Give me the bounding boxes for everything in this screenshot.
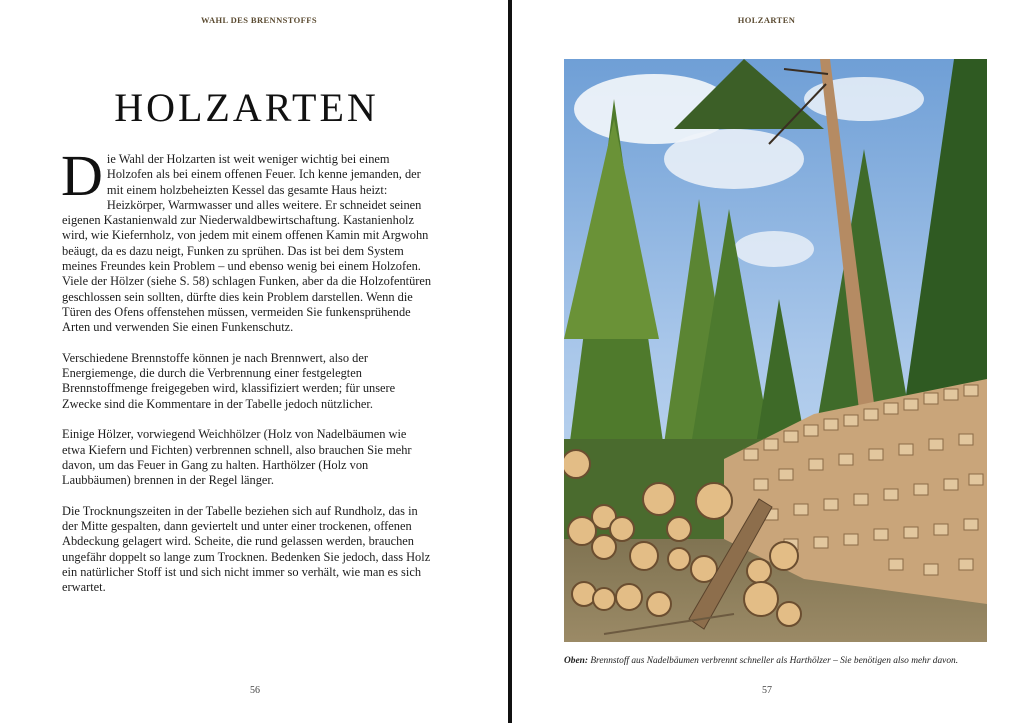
caption-text: Brennstoff aus Nadelbäumen verbrennt schneller als Harthölzer – Sie benötigen also mehr davon. [587, 656, 959, 666]
paragraph-3: Einige Hölzer, vorwiegend Weichhölzer (Holz von Nadelbäumen wie etwa Kiefern und Fichten) verbrennen schnell, also brauchen Sie mehr davon, um das Feuer in Gang zu halten. Harthölzer (Holz von Laubbäumen) brennen in der Regel länger. [62, 427, 412, 488]
caption-label: Oben: [564, 656, 588, 666]
running-head: WAHL DES BRENNSTOFFS [200, 15, 317, 25]
paragraph-2: Verschiedene Brennstoffe können je nach Brennwert, also der Energiemenge, die durch die Verbrennung einer festgelegten Brennstoffmenge freigegeben wird, klassifiziert werden; für unsere Zwecke sind die Kommentare in der Tabelle jedoch nützlicher. [62, 350, 396, 411]
paragraph-1: Die Wahl der Holzarten ist weit weniger wichtig bei einem Holzofen als bei einem offenen Feuer. Ich kenne jemanden, der mit einem holzbeheizten Kessel das gesamte Haus heizt: Heizkörper, Warmwasser und alles weitere. Er schneidet seinen eigenen Kastanienwald zur Niederwaldbewirtschaftung. Kastanienholz wird, wie Kiefernholz, von jedem mit einem offenen Kamin mit Argwohn beäugt, da es dazu neigt, Funken zu sprühen. Das ist bei dem System meines Freundes kein Problem – und ebenso wenig bei einem Holzofen. Viele der Hölzer (siehe S. 58) schlagen Funken, aber da die Holzofentüren geschlossen sein sollten, dürfte dies kein Problem darstellen. Wenn die Türen des Ofens offenstehen müssen, vermeiden Sie funkensprühende Arten und verwenden Sie einen Funkenschutz. [61, 143, 432, 335]
right-page [513, 0, 1020, 723]
left-page [0, 0, 508, 723]
paragraph-4: Die Trocknungszeiten in der Tabelle beziehen sich auf Rundholz, das in der Mitte gespalten, dann geviertelt und unter einer trockenen, offenen Abdeckung gelagert wird. Scheite, die rund gelassen werden, brauchen ungefähr doppelt so lange zum Trocknen. Bedenken Sie jedoch, dass Holz ein natürlicher Stoff ist und sich nicht immer so verhält, wie man es sich erwartet. [62, 503, 431, 595]
page-number: 56 [250, 685, 260, 696]
book-gutter-divider [508, 0, 512, 723]
page-title: HOLZARTEN [114, 85, 379, 130]
forest-woodpile-photo [564, 59, 987, 642]
page-number: 57 [762, 685, 772, 696]
drop-cap: D [61, 143, 103, 208]
running-head: HOLZARTEN [737, 15, 796, 25]
photo-caption [564, 656, 1004, 666]
body-text [61, 143, 432, 611]
